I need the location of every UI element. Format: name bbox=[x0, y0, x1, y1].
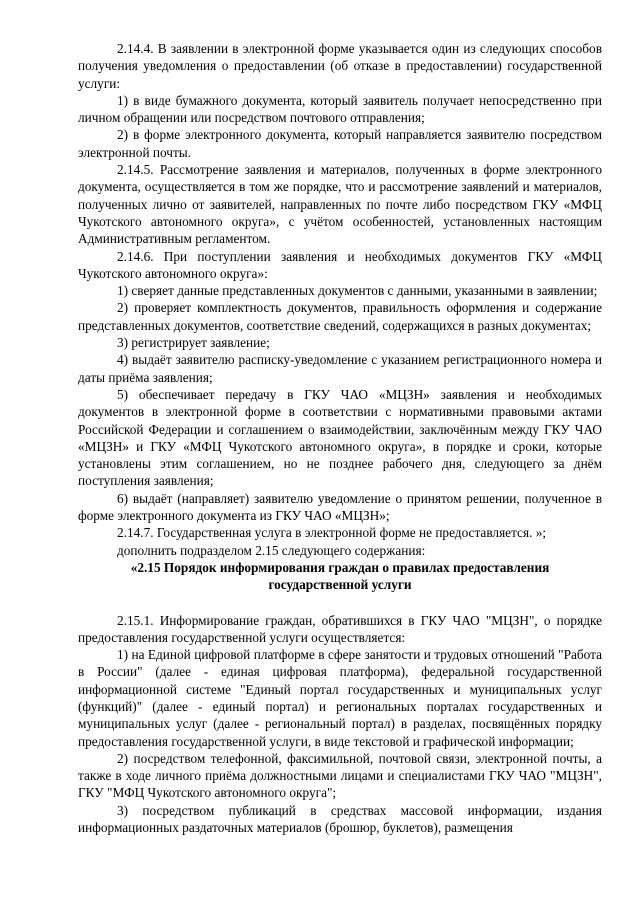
paragraph-item-6: 6) выдаёт (направляет) заявителю уведомление о принятом решении, полученное в форме электронного документа из ГКУ ЧАО «МЦЗН»; bbox=[78, 490, 602, 524]
blank-line bbox=[78, 594, 602, 612]
paragraph-2-14-6: 2.14.6. При поступлении заявления и необходимых документов ГКУ «МФЦ Чукотского автономного округа»: bbox=[78, 248, 602, 281]
paragraph-item-4: 4) выдаёт заявителю расписку-уведомление с указанием регистрационного номера и даты приёма заявления; bbox=[78, 352, 602, 385]
paragraph-item-2: 2) посредством телефонной, факсимильной, почтовой связи, электронной почты, а также в ходе личного приёма должностными лицами и специалистами ГКУ ЧАО "МЦЗН", ГКУ "МФЦ Чукотского автономного округа"; bbox=[78, 750, 602, 801]
paragraph-item-5: 5) обеспечивает передачу в ГКУ ЧАО «МЦЗН» заявления и необходимых документов в электронной форме в соответствии с нормативными правовыми актами Российской Федерации и соглашением о взаимодействии, заключённым между ГКУ ЧАО «МЦЗН» и ГКУ «МФЦ Чукотского автономного округа», в порядке и сроки, которые установлены этим соглашением, но не позднее рабочего дня, следующего за днём поступления заявления; bbox=[78, 386, 602, 489]
paragraph-item-3: 3) посредством публикаций в средствах массовой информации, издания информационных раздаточных материалов (брошюр, буклетов), размещения bbox=[78, 802, 602, 836]
paragraph-item-3: 3) регистрирует заявление; bbox=[117, 335, 270, 351]
paragraph-2-15-1: 2.15.1. Информирование граждан, обратившихся в ГКУ ЧАО "МЦЗН", о порядке предоставления государственной услуги осуществляется: bbox=[78, 612, 602, 645]
paragraph-item-2: 2) проверяет комплектность документов, правильность оформления и содержание представленных документов, соответствие сведений, содержащихся в разных документах; bbox=[78, 300, 602, 333]
paragraph-item-1: 1) сверяет данные представленных документов с данными, указанными в заявлении; bbox=[117, 283, 598, 299]
document-page bbox=[78, 40, 602, 836]
paragraph-item-2: 2) в форме электронного документа, который направляется заявителю посредством электронной почты. bbox=[78, 127, 602, 160]
paragraph-2-14-5: 2.14.5. Рассмотрение заявления и материалов, полученных в форме электронного документа, осуществляется в том же порядке, что и рассмотрение заявлений и материалов, полученных лично от заявителей, направленных по почте либо посредством ГКУ «МФЦ Чукотского автономного округа», с учётом особенностей, установленных настоящим Административным регламентом. bbox=[78, 162, 602, 247]
section-heading-2-15: «2.15 Порядок информирования граждан о правилах предоставления государственной услуги bbox=[130, 559, 550, 593]
paragraph-item-1: 1) на Единой цифровой платформе в сфере занятости и трудовых отношений "Работа в России" (далее - единая цифровая платформа), федеральной государственной информационной системе "Единый портал государственных и муниципальных услуг (функций)" (далее - единый портал) и региональных порталах государственных и муниципальных услуг (далее - региональный портал) в разделах, посвящённых порядку предоставления государственной услуги, в виде текстовой и графической информации; bbox=[78, 647, 602, 749]
paragraph-item-1: 1) в виде бумажного документа, который заявитель получает непосредственно при личном обращении или посредством почтового отправления; bbox=[78, 92, 602, 126]
paragraph-2-14-4: 2.14.4. В заявлении в электронной форме указывается один из следующих способов получения уведомления о предоставлении (об отказе в предоставлении) государственной услуги: bbox=[78, 41, 602, 91]
paragraph-amendment-note: дополнить подразделом 2.15 следующего содержания: bbox=[117, 542, 426, 558]
paragraph-2-14-7: 2.14.7. Государственная услуга в электронной форме не предоставляется. »; bbox=[117, 525, 547, 541]
